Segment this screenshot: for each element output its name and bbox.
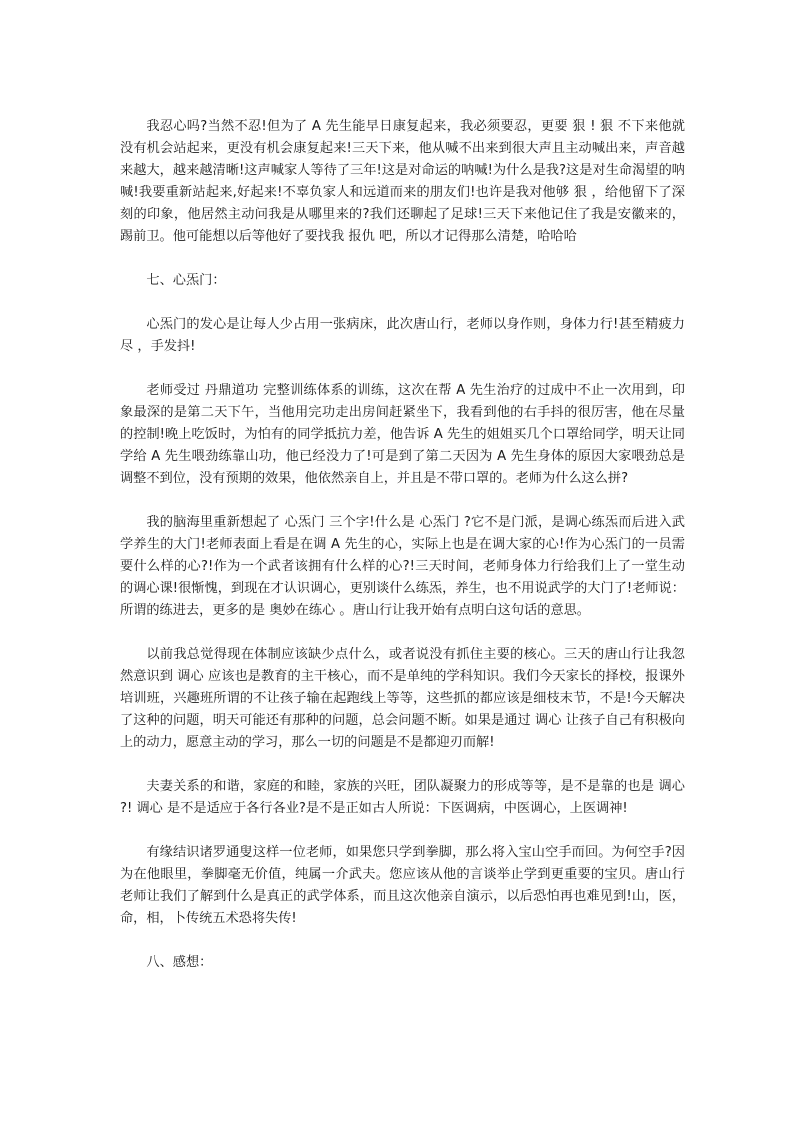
paragraph-1: 我忍心吗?当然不忍!但为了 A 先生能早日康复起来，我必须要忍，更要 狠 ! 狠 不下来他就没有机会站起来，更没有机会康复起来!三天下来，他从喊不出来到很大声且主动喊出来，声音越来越大，越来越清晰!这声喊家人等待了三年!这是对命运的呐喊!为什么是我?这是对生命渴望的呐喊!我要重新站起来,好起来!不辜负家人和远道而来的朋友们!也许是我对他够 狠 ，给他留下了深刻的印象，他居然主动问我是从哪里来的?我们还聊起了足球!三天下来他记住了我是安徽来的，踢前卫。他可能想以后等他好了要找我 报仇 吧，所以才记得那么清楚，哈哈哈 [120,119,685,244]
section-heading-7: 七、心炁门： [146,273,226,288]
paragraph-4: 我的脑海里重新想起了 心炁门 三个字!什么是 心炁门 ?它不是门派，是调心练炁而后进入武学养生的大门!老师表面上看是在调 A 先生的心，实际上也是在调大家的心!作为心炁门的一员需要什么样的心?!作为一个武者该拥有什么样的心?!三天时间，老师身体力行给我们上了一堂生动的调心课!很惭愧，到现在才认识调心，更别谈什么练炁，养生，也不用说武学的大门了!老师说：所谓的练进去，更多的是 奥妙在练心 。唐山行让我开始有点明白这句话的意思。 [120,515,685,618]
section-heading-8: 八、感想： [146,955,213,970]
paragraph-6: 夫妻关系的和谐，家庭的和睦，家族的兴旺，团队凝聚力的形成等等，是不是靠的也是 调心 ?! 调心 是不是适应于各行各业?是不是正如古人所说：下医调病，中医调心，上医调神! [120,779,685,816]
paragraph-5: 以前我总觉得现在体制应该缺少点什么，或者说没有抓住主要的核心。三天的唐山行让我忽然意识到 调心 应该也是教育的主干核心，而不是单纯的学科知识。我们今天家长的择校，报课外培训班，兴趣班所谓的不让孩子输在起跑线上等等，这些抓的都应该是细枝末节，不是!今天解决了这种的问题，明天可能还有那种的问题，总会问题不断。如果是通过 调心 让孩子自己有积极向上的动力，愿意主动的学习，那么一切的问题是不是都迎刃而解! [120,647,685,750]
paragraph-3: 老师受过 丹鼎道功 完整训练体系的训练，这次在帮 A 先生治疗的过成中不止一次用到，印象最深的是第二天下午，当他用完功走出房间赶紧坐下，我看到他的右手抖的很厉害，他在尽量的控制!晚上吃饭时，为怕有的同学抵抗力差，他告诉 A 先生的姐姐买几个口罩给同学，明天让同学给 A 先生喂劲练靠山功，他已经没力了!可是到了第二天因为 A 先生身体的原因大家喂劲总是调整不到位，没有预期的效果，他依然亲自上，并且是不带口罩的。老师为什么这么拼? [120,383,685,486]
paragraph-7: 有缘结识诸罗通叟这样一位老师，如果您只学到拳脚，那么将入宝山空手而回。为何空手?因为在他眼里，拳脚毫无价值，纯属一介武夫。您应该从他的言谈举止学到更重要的宝贝。唐山行老师让我们了解到什么是真正的武学体系，而且这次他亲自演示，以后恐怕再也难见到!山，医，命，相，卜传统五术恐将失传! [120,845,685,926]
paragraph-2: 心炁门的发心是让每人少占用一张病床，此次唐山行，老师以身作则，身体力行!甚至精疲力尽 ，手发抖! [120,317,685,354]
document-page [120,116,685,996]
